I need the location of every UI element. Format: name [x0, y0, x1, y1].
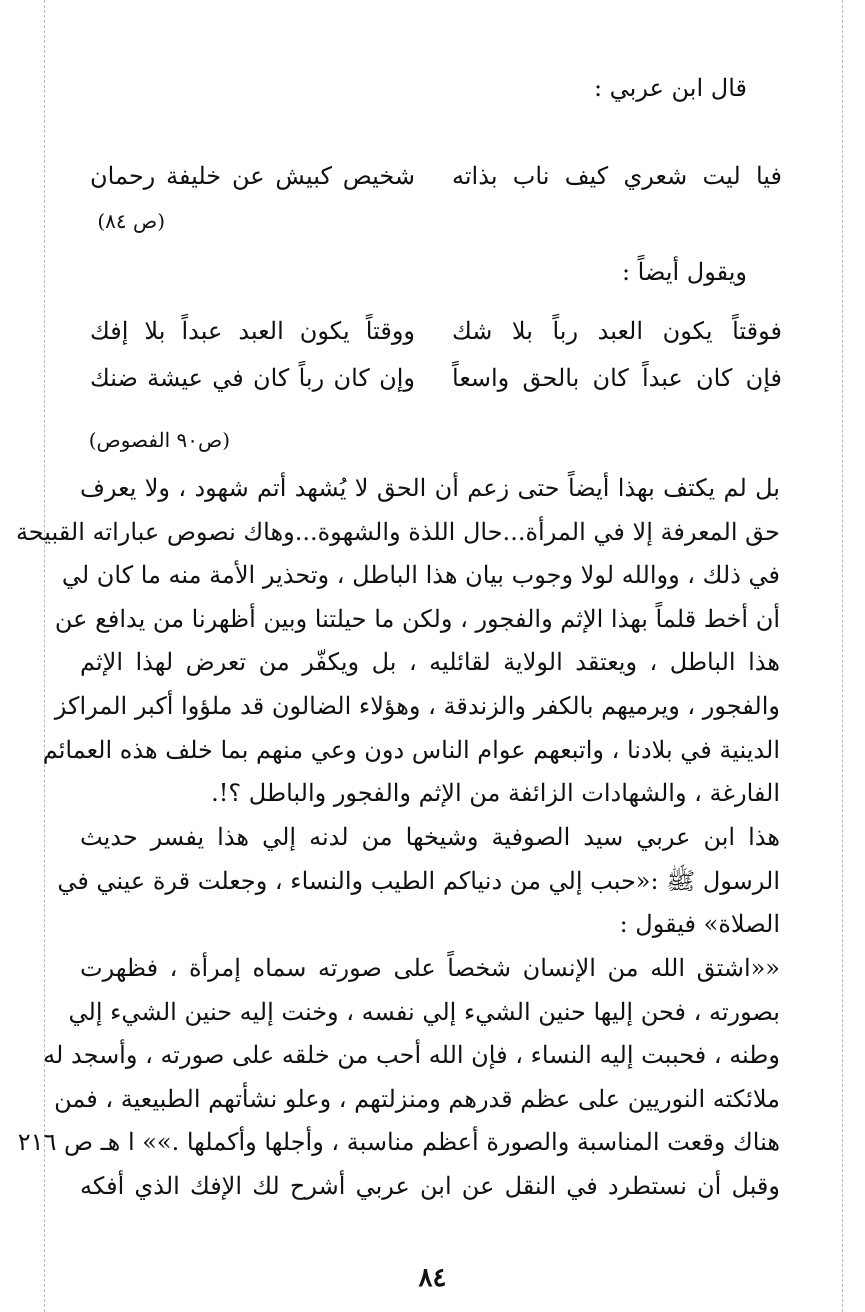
- paragraph-line: حق المعرفة إلا في المرأة...حال اللذة والشهوة...وهاك نصوص عباراته القبيحة: [15, 517, 780, 546]
- paragraph-line: هذا ابن عربي سيد الصوفية وشيخها من لدنه إلي هذا يفسر حديث: [80, 823, 780, 851]
- paragraph-1: [15, 467, 780, 816]
- paragraph-4: [80, 1165, 780, 1209]
- verse1-first-hemistich: فيا ليت شعري كيف ناب بذاته: [452, 162, 782, 190]
- paragraph-line: في ذلك ، ووالله لولا وجوب بيان هذا الباطل ، وتحذير الأمة منه ما كان لي: [61, 561, 780, 590]
- paragraph-line: الدينية في بلادنا ، واتبعهم عوام الناس دون وعي منهم بما خلف هذه العمائم: [42, 735, 780, 764]
- verse-line-1: [0, 162, 865, 198]
- paragraph-line: أن أخط قلماً بهذا الإثم والفجور ، ولكن ما حيلتنا وبين أظهرنا من يدافع عن: [54, 604, 780, 633]
- verse2-line1-first-hemistich: فوقتاً يكون العبد رباً بلا شك: [452, 317, 782, 345]
- paragraph-line: والفجور ، ويرميهم بالكفر والزندقة ، وهؤلاء الضالون قد ملؤوا أكبر المراكز: [54, 691, 780, 720]
- paragraph-line: ملائكته النوريين على عظم قدرهم ومنزلتهم ، وعلو نشأتهم الطبيعية ، فمن: [54, 1084, 780, 1113]
- verse2-reference: (ص٩٠ الفصوص): [88, 428, 230, 452]
- paragraph-line: ««اشتق الله من الإنسان شخصاً على صورته سماه إمرأة ، فظهرت: [80, 954, 780, 982]
- paragraph-line: الصلاة» فيقول :: [619, 910, 780, 939]
- verse1-second-hemistich: شخيص كبيش عن خليفة رحمان: [90, 162, 415, 190]
- paragraph-line: الفارغة ، والشهادات الزائفة من الإثم والفجور والباطل ؟!.: [211, 779, 780, 808]
- paragraph-line: الرسول ﷺ :«حبب إلي من دنياكم الطيب والنساء ، وجعلت قرة عيني في: [57, 866, 780, 895]
- paragraph-line: هناك وقعت المناسبة والصورة أعظم مناسبة ، وأجلها وأكملها .»» ا هـ ص ٢١٦: [17, 1128, 780, 1157]
- section-heading: قال ابن عربي :: [593, 74, 747, 102]
- paragraph-line: وطنه ، فحببت إليه النساء ، فإن الله أحب من خلقه على صورته ، وأسجد له: [43, 1041, 780, 1070]
- verse-line-2: [0, 317, 865, 353]
- verse2-line2-first-hemistich: فإن كان عبداً كان بالحق واسعاً: [452, 364, 782, 392]
- verse2-line1-second-hemistich: ووقتاً يكون العبد عبداً بلا إفك: [90, 317, 415, 345]
- paragraph-line: وقبل أن نستطرد في النقل عن ابن عربي أشرح لك الإفك الذي أفكه: [80, 1172, 780, 1200]
- paragraph-3: [17, 947, 780, 1165]
- paragraph-line: هذا الباطل ، ويعتقد الولاية لقائليه ، بل ويكفّر من تعرض لهذا الإثم: [80, 648, 780, 677]
- paragraph-line: بل لم يكتف بهذا أيضاً حتى زعم أن الحق لا يُشهد أتم شهود ، ولا يعرف: [80, 474, 780, 502]
- verse2-line2-second-hemistich: وإن كان رباً كان في عيشة ضنك: [90, 364, 415, 392]
- paragraph-line: بصورته ، فحن إليها حنين الشيء إلي نفسه ، وخنت إليه حنين الشيء إلي: [68, 997, 780, 1026]
- verse1-reference: (ص ٨٤): [97, 209, 165, 233]
- page-number: ٨٤: [418, 1263, 447, 1293]
- verse-line-3: [0, 364, 865, 400]
- paragraph-2: [57, 816, 780, 947]
- intro-line: ويقول أيضاً :: [621, 258, 747, 286]
